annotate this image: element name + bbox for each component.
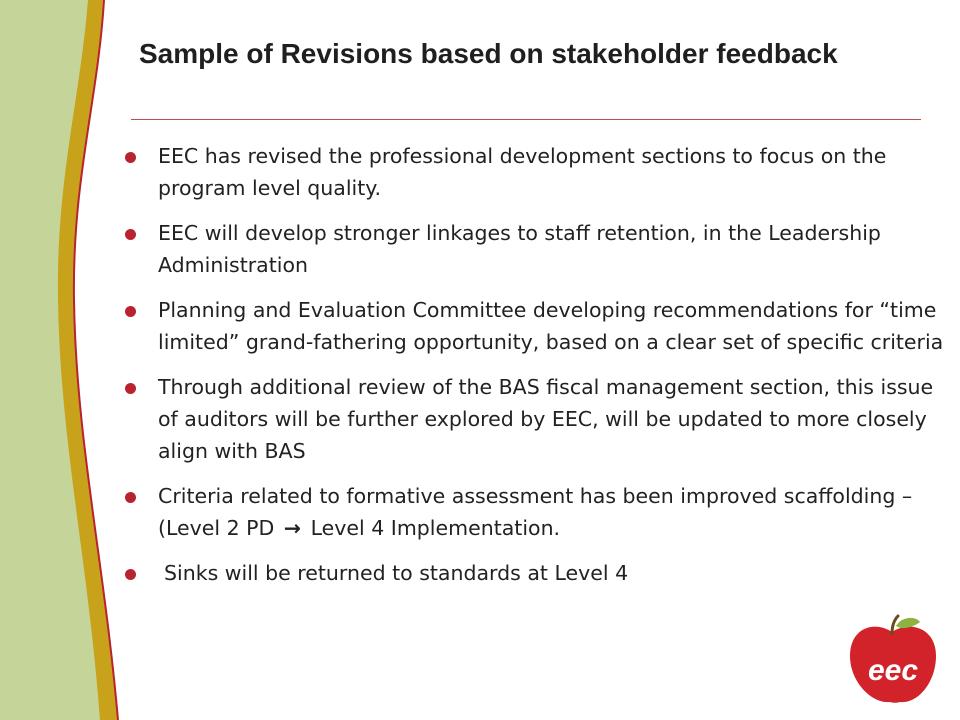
bullet-item [118, 140, 948, 204]
eec-logo [844, 612, 940, 708]
bullet-item [118, 217, 948, 281]
bullet-item [118, 480, 948, 544]
bullet-text: EEC has revised the professional development sections to focus on the program level quality. [158, 144, 887, 200]
bullet-dot-icon [125, 383, 136, 394]
bullet-dot-icon [125, 492, 136, 503]
bullet-text-after: Level 4 Implementation. [310, 516, 561, 540]
bullet-dot-icon [125, 569, 136, 580]
logo-text: eec [867, 654, 919, 687]
bullet-dot-icon [125, 306, 136, 317]
bullet-text-before: Criteria related to formative assessment has been improved scaffolding – (Level 2 PD [158, 484, 913, 540]
slide-title: Sample of Revisions based on stakeholder feedback [139, 38, 838, 69]
bullet-text: Through additional review of the BAS fiscal management section, this issue of auditors will be further explored by EEC, will be updated to more closely align with BAS [158, 375, 934, 463]
bullet-text: Planning and Evaluation Committee developing recommendations for “time limited” grand-fathering opportunity, based on a clear set of specific criteria [158, 298, 944, 354]
arrow-right-icon: → [283, 516, 302, 540]
bullet-list [118, 140, 948, 602]
bullet-text [158, 484, 912, 540]
bullet-text: Sinks will be returned to standards at Level 4 [164, 561, 629, 585]
bullet-item [118, 557, 948, 589]
bullet-item [118, 294, 948, 358]
title-divider [131, 119, 921, 120]
bullet-text: EEC will develop stronger linkages to staff retention, in the Leadership Administration [158, 221, 881, 277]
bullet-item [118, 371, 948, 467]
bullet-dot-icon [125, 229, 136, 240]
bullet-dot-icon [125, 152, 136, 163]
